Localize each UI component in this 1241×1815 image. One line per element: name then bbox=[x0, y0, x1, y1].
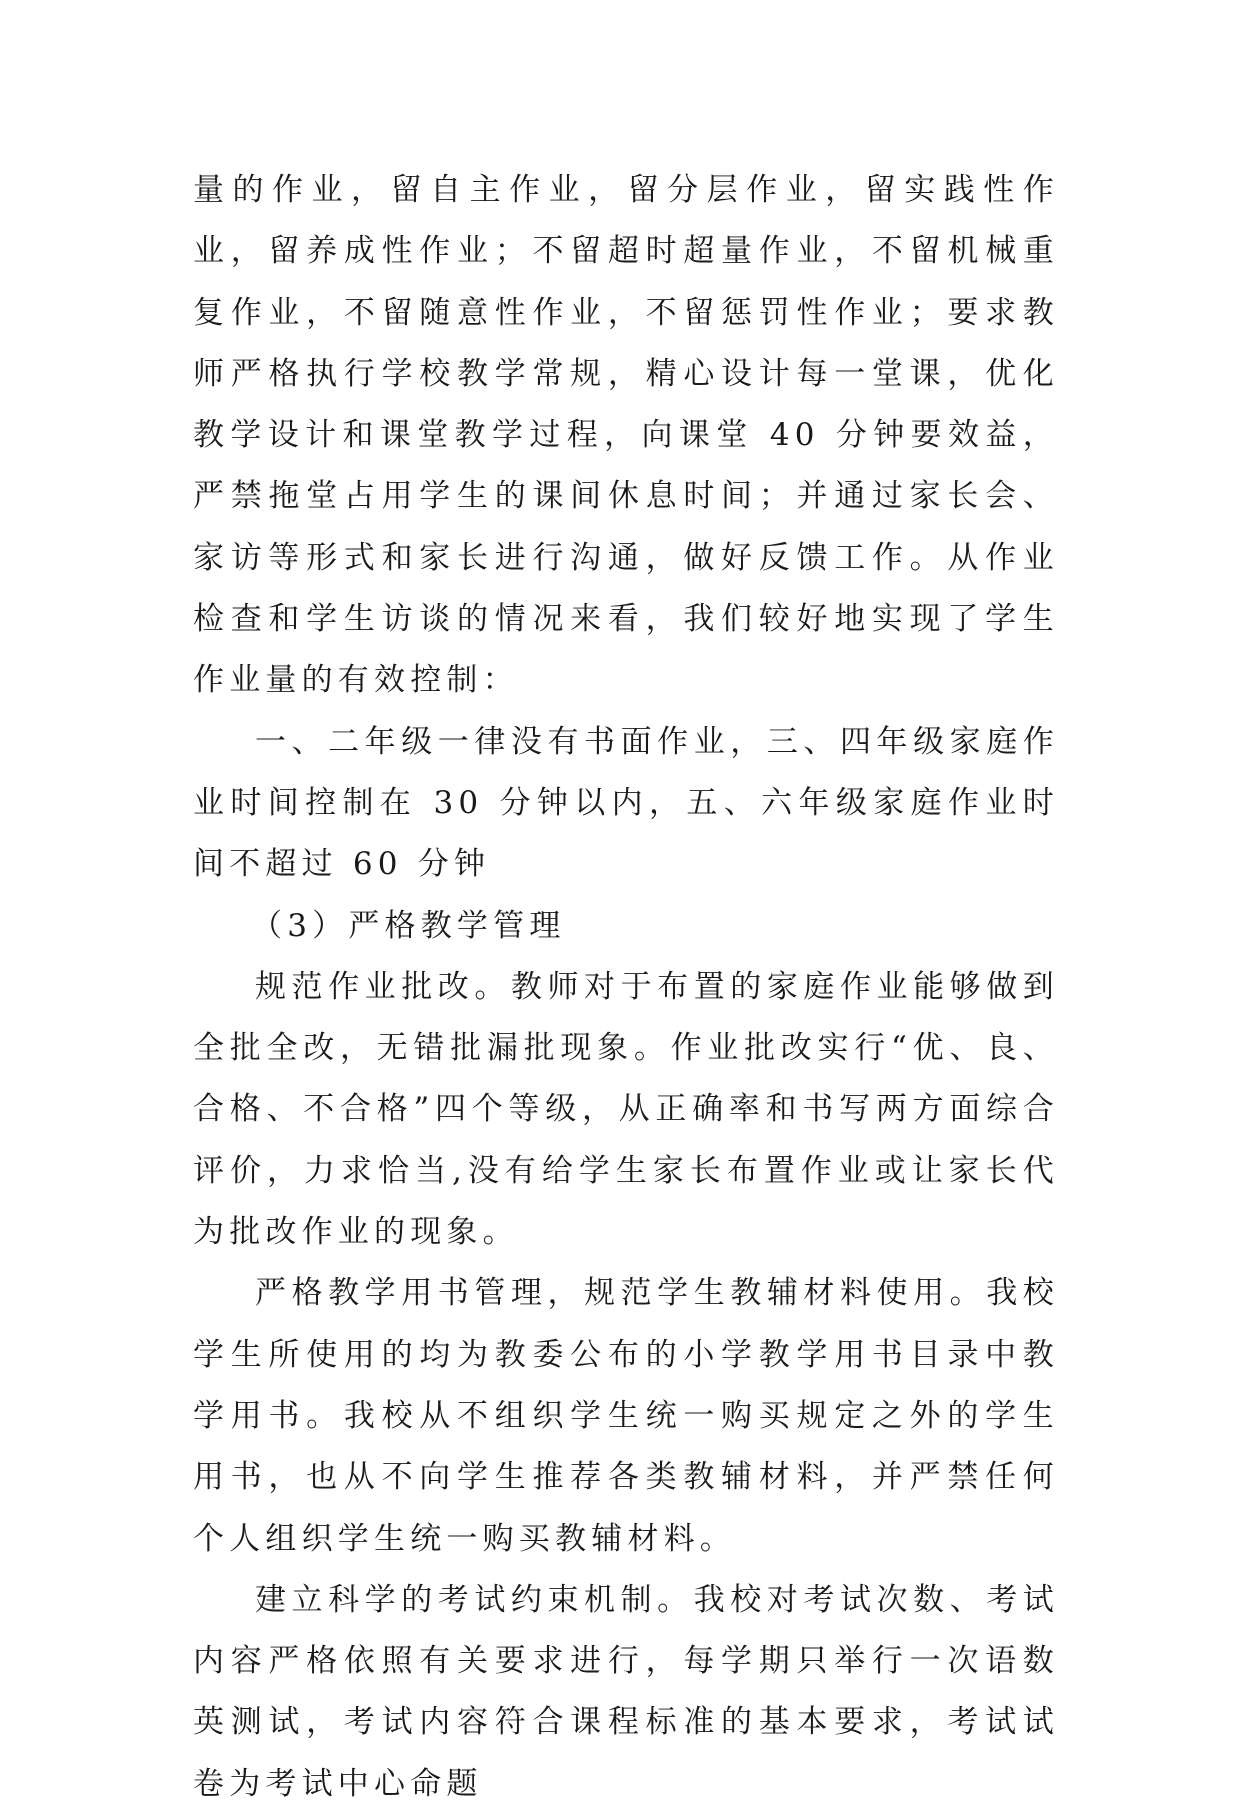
paragraph-exams: 建立科学的考试约束机制。我校对考试次数、考试内容严格依照有关要求进行，每学期只举行一次语数英测试，考试内容符合课程标准的基本要求，考试试卷为考试中心命题 bbox=[193, 1581, 1059, 1802]
section-heading: （3）严格教学管理 bbox=[251, 907, 566, 944]
paragraph-homework-time: 一、二年级一律没有书面作业，三、四年级家庭作业时间控制在 30 分钟以内，五、六年级家庭作业时间不超过 60 分钟 bbox=[193, 723, 1059, 883]
paragraph-textbooks: 严格教学用书管理，规范学生教辅材料使用。我校学生所使用的均为教委公布的小学教学用书目录中教学用书。我校从不组织学生统一购买规定之外的学生用书，也从不向学生推荐各类教辅材料，并严禁任何个人组织学生统一购买教辅材料。 bbox=[193, 1275, 1059, 1557]
document-body bbox=[193, 160, 1059, 1815]
paragraph-grading: 规范作业批改。教师对于布置的家庭作业能够做到全批全改，无错批漏批现象。作业批改实行“优、良、合格、不合格”四个等级，从正确率和书写两方面综合评价，力求恰当,没有给学生家长布置作业或让家长代为批改作业的现象。 bbox=[193, 968, 1059, 1251]
paragraph-homework-policy: 量的作业，留自主作业，留分层作业，留实践性作业，留养成性作业；不留超时超量作业，不留机械重复作业，不留随意性作业，不留惩罚性作业；要求教师严格执行学校教学常规，精心设计每一堂课，优化教学设计和课堂教学过程，向课堂 40 分钟要效益，严禁拖堂占用学生的课间休息时间；并通过家长会、家访等形式和家长进行沟通，做好反馈工作。从作业检查和学生访谈的情况来看，我们较好地实现了学生作业量的有效控制： bbox=[193, 172, 1059, 699]
